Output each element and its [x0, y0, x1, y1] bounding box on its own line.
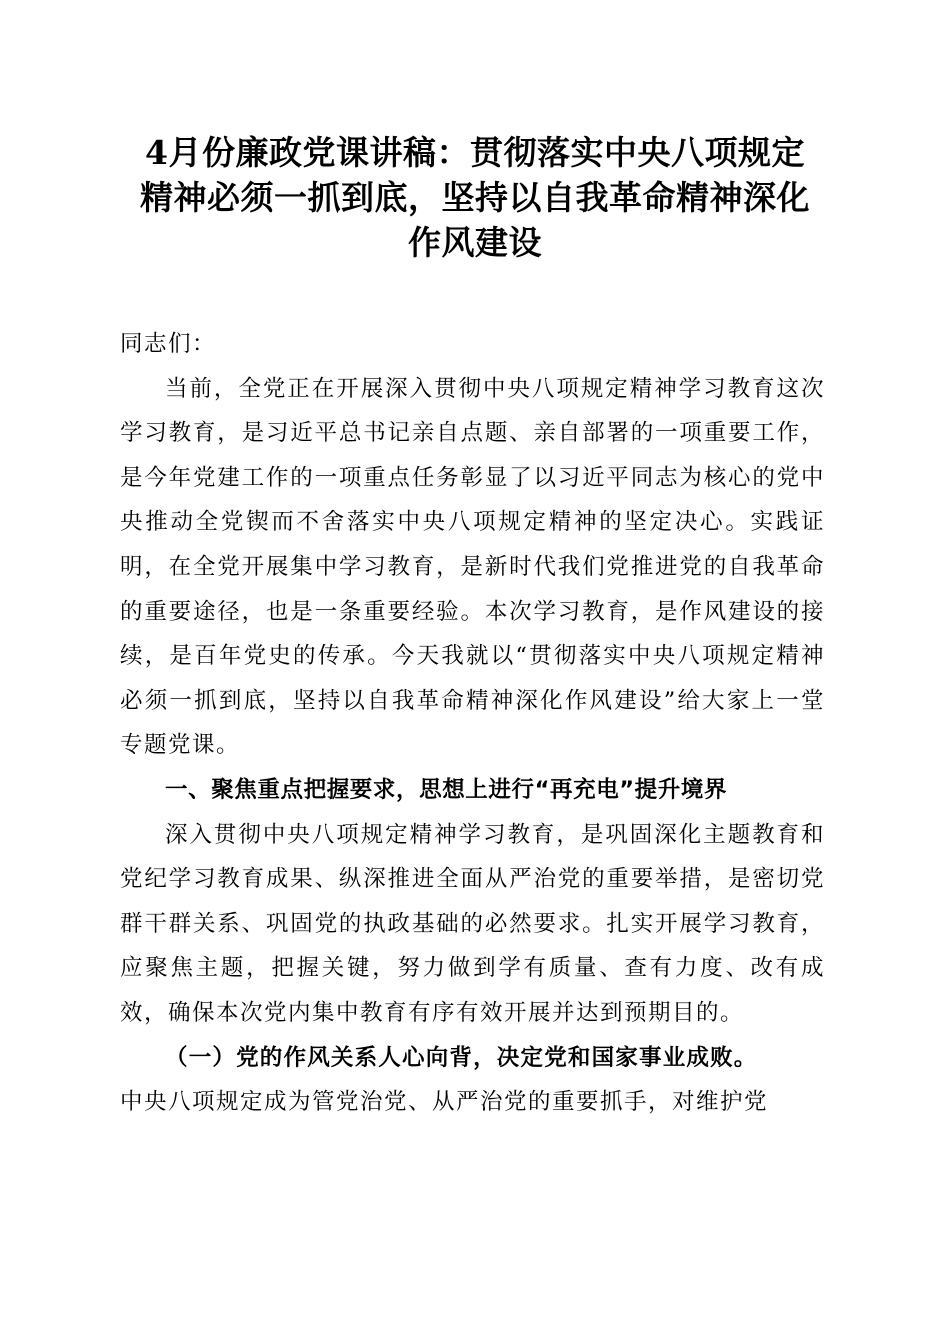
salutation: 同志们：	[120, 331, 217, 357]
paragraph: 当前，全党正在开展深入贯彻中央八项规定精神学习教育这次学习教育，是习近平总书记亲自点题、亲自部署的一项重要工作，是今年党建工作的一项重点任务彰显了以习近平同志为核心的党中央推动全党锲而不舍落实中央八项规定精神的坚定决心。实践证明，在全党开展集中学习教育，是新时代我们党推进党的自我革命的重要途径，也是一条重要经验。本次学习教育，是作风建设的接续，是百年党史的传承。今天我就以“贯彻落实中央八项规定精神必须一抓到底，坚持以自我革命精神深化作风建设”给大家上一堂专题党课。	[120, 375, 825, 759]
section-heading: 一、聚焦重点把握要求，思想上进行“再充电”提升境界	[165, 776, 728, 803]
paragraph: 中央八项规定成为管党治党、从严治党的重要抓手，对维护党	[120, 1089, 769, 1116]
title-line: 4月份廉政党课讲稿：贯彻落实中央八项规定	[145, 133, 805, 172]
subsection-heading: （一）党的作风关系人心向背，决定党和国家事业成败。	[165, 1044, 758, 1071]
title-line: 精神必须一抓到底，坚持以自我革命精神深化	[140, 178, 810, 217]
title-line: 作风建设	[408, 223, 542, 262]
document-body	[120, 322, 825, 1125]
paragraph: 深入贯彻中央八项规定精神学习教育，是巩固深化主题教育和党纪学习教育成果、纵深推进全面从严治党的重要举措，是密切党群干群关系、巩固党的执政基础的必然要求。扎实开展学习教育，应聚焦主题，把握关键，努力做到学有质量、查有力度、改有成效，确保本次党内集中教育有序有效开展并达到预期目的。	[120, 821, 825, 1026]
document-title	[118, 130, 832, 265]
